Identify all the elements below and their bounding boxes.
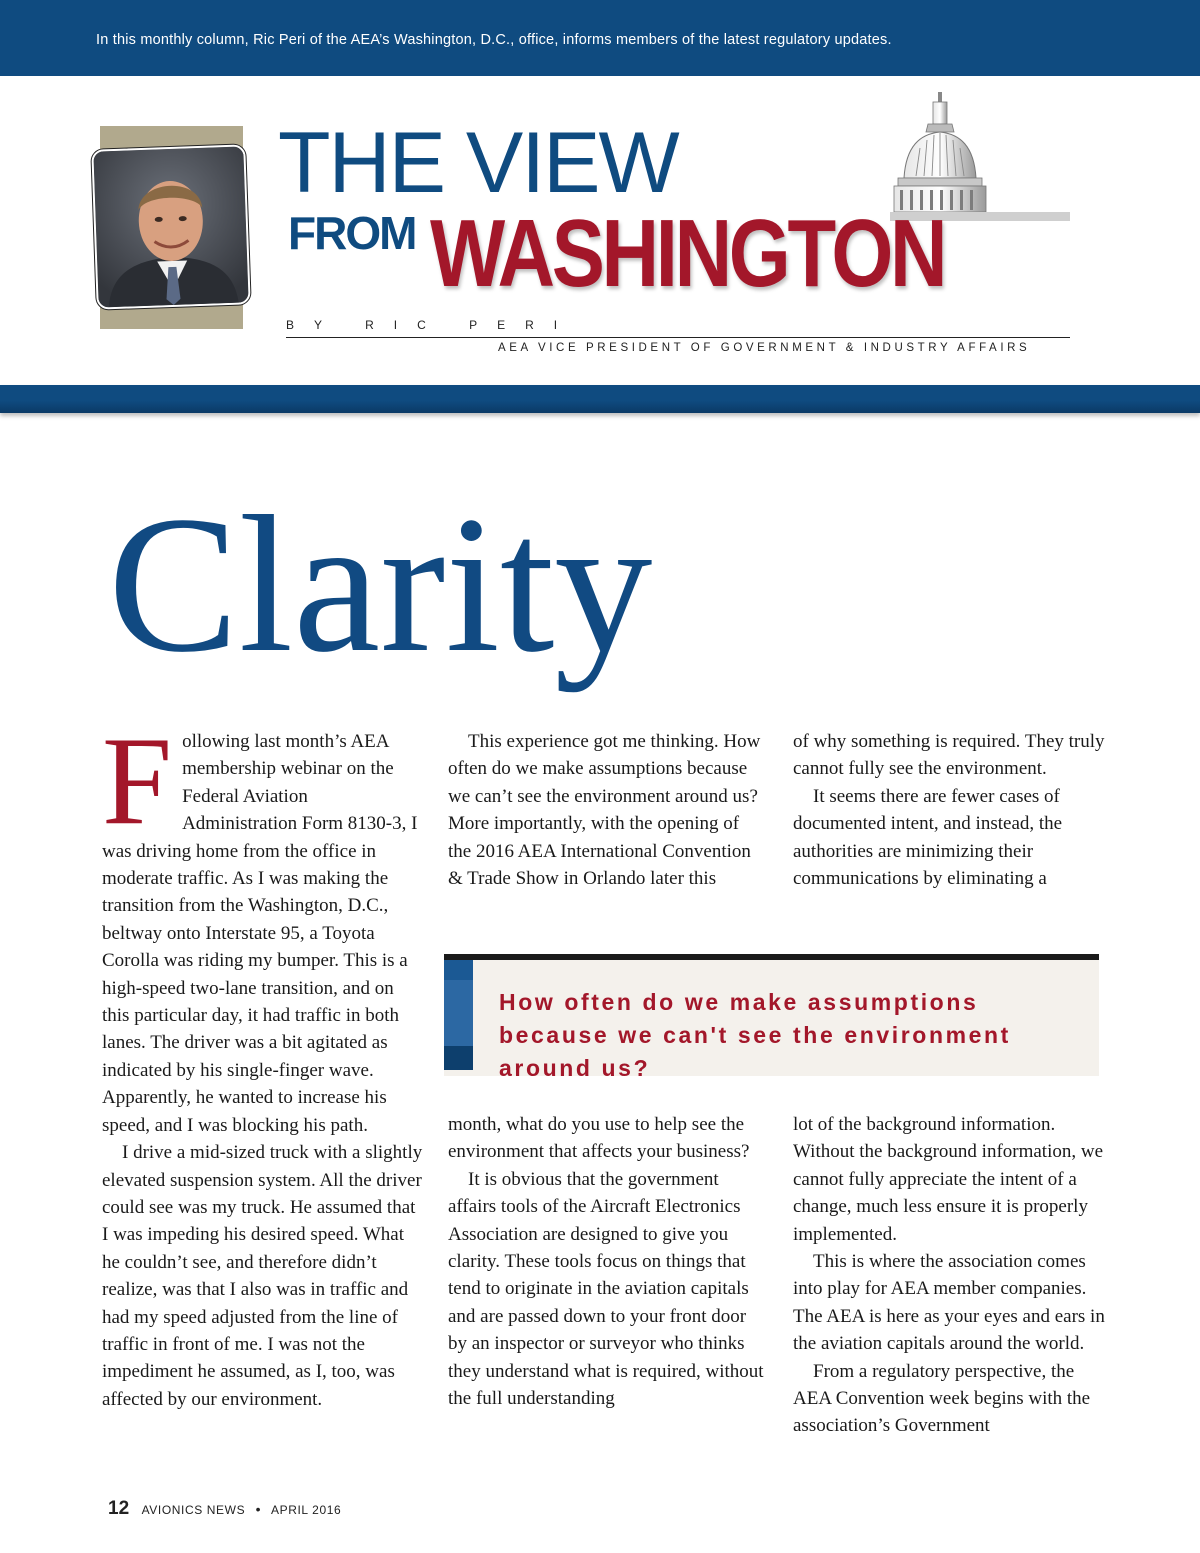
article-column-3-bottom — [793, 1111, 1109, 1440]
paragraph: month, what do you use to help see the environment that affects your business? — [448, 1114, 750, 1163]
byline-divider — [286, 337, 1070, 338]
author-position: AEA VICE PRESIDENT OF GOVERNMENT & INDUSTRY AFFAIRS — [498, 342, 1031, 354]
paragraph: It seems there are fewer cases of documented intent, and instead, the authorities are minimizing their communications by eliminating a — [793, 785, 1063, 890]
page-footer — [108, 1498, 341, 1520]
header-divider-bar — [0, 385, 1200, 413]
magazine-name: AVIONICS NEWS — [141, 1503, 246, 1517]
paragraph: It is obvious that the government affairs tools of the Aircraft Electronics Association are designed to give you clarity. These tools focus on things that tend to originate in the aviation capitals and are passed down to your front door by an inspector or surveyor who thinks they understand what is required, without the full understanding — [448, 1168, 764, 1410]
column-intro: In this monthly column, Ric Peri of the AEA’s Washington, D.C., office, informs members of the latest regulatory updates. — [96, 32, 892, 48]
byline: BY RIC PERI — [286, 318, 578, 332]
article-column-3-top — [793, 728, 1109, 892]
paragraph: This experience got me thinking. How often do we make assumptions because we can’t see the environment around us? More importantly, with the opening of the 2016 AEA International Convention & Trade Show in Orlando later this — [448, 731, 761, 890]
paragraph: lot of the background information. Without the background information, we cannot fully appreciate the intent of a change, much less ensure it is properly implemented. — [793, 1114, 1104, 1245]
pull-quote — [444, 954, 1099, 1081]
article-column-1 — [102, 712, 424, 1413]
footer-separator: • — [255, 1501, 261, 1517]
article-column-2-bottom — [448, 1111, 764, 1412]
author-portrait-icon — [93, 146, 248, 307]
article-headline: Clarity — [108, 476, 653, 693]
paragraph: This is where the association comes into play for AEA member companies. The AEA is here as your eyes and ears in the aviation capitals around the world. — [793, 1251, 1105, 1355]
top-banner — [0, 0, 1200, 76]
paragraph: ollowing last month’s AEA membership webinar on the Federal Aviation Administration Form 8130-3, I was driving home from the office in moderate traffic. As I was making the transition from the Washington, D.C., beltway onto Interstate 95, a Toyota Corolla was riding my bumper. This is a high-speed two-lane transition, and on this particular day, it had traffic in both lanes. The driver was a bit agitated as indicated by his single-finger wave. Apparently, he wanted to increase his speed, and I was blocking his path. — [102, 731, 418, 1136]
paragraph: of why something is required. They truly cannot fully see the environment. — [793, 731, 1105, 780]
column-title-line1: THE VIEW — [278, 115, 678, 211]
paragraph: From a regulatory perspective, the AEA Convention week begins with the association’s Government — [793, 1360, 1091, 1437]
page-number: 12 — [108, 1498, 130, 1519]
drop-cap: F — [102, 712, 173, 851]
pull-quote-text: How often do we make assumptions because we can't see the environment around us? — [499, 989, 1011, 1081]
column-title-from: FROM — [288, 207, 416, 259]
issue-date: APRIL 2016 — [271, 1503, 342, 1517]
column-title-washington: WASHINGTON — [430, 200, 945, 307]
author-photo — [91, 144, 250, 309]
pull-quote-accent — [444, 960, 473, 1070]
paragraph: I drive a mid-sized truck with a slightly elevated suspension system. All the driver could see was my truck. He assumed that I was impeding his desired speed. What he couldn’t see, and therefore didn’t realize, was that I also was in traffic and had my speed adjusted from the line of traffic in front of me. I was not the impediment he assumed, as I, too, was affected by our environment. — [102, 1142, 423, 1410]
article-column-2-top — [448, 728, 764, 892]
